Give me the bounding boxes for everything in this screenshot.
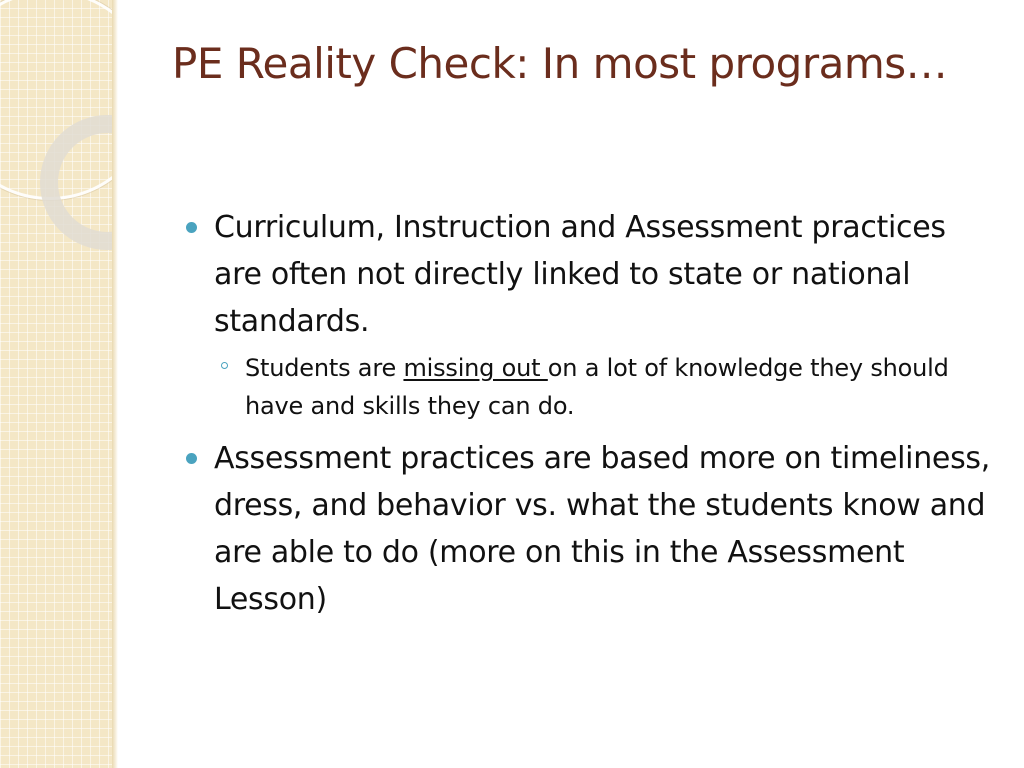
bullet-icon [186, 453, 197, 464]
sub-bullet-underlined-text: missing out [403, 354, 548, 382]
slide-title: PE Reality Check: In most programs… [172, 39, 948, 88]
bullet-list [182, 204, 1002, 633]
bullet-text: Curriculum, Instruction and Assessment practices are often not directly linked to state or national standards. [214, 210, 946, 339]
sub-bullet-list [214, 349, 1002, 425]
sub-bullet-text-end: on a lot of knowledge they should have and skills they can do. [245, 354, 949, 420]
side-panel-edge [112, 0, 118, 768]
sub-bullet-text-start: Students are [245, 354, 404, 382]
bullet-text: Assessment practices are based more on timeliness, dress, and behavior vs. what the students know and are able to do (more on this in the Assessment Lesson) [214, 441, 990, 617]
hollow-bullet-icon [221, 362, 228, 369]
bullet-item [182, 204, 1002, 425]
bullet-item [182, 435, 1002, 623]
decorative-side-panel [0, 0, 112, 768]
sub-bullet-item [214, 349, 1002, 425]
bullet-icon [186, 222, 197, 233]
